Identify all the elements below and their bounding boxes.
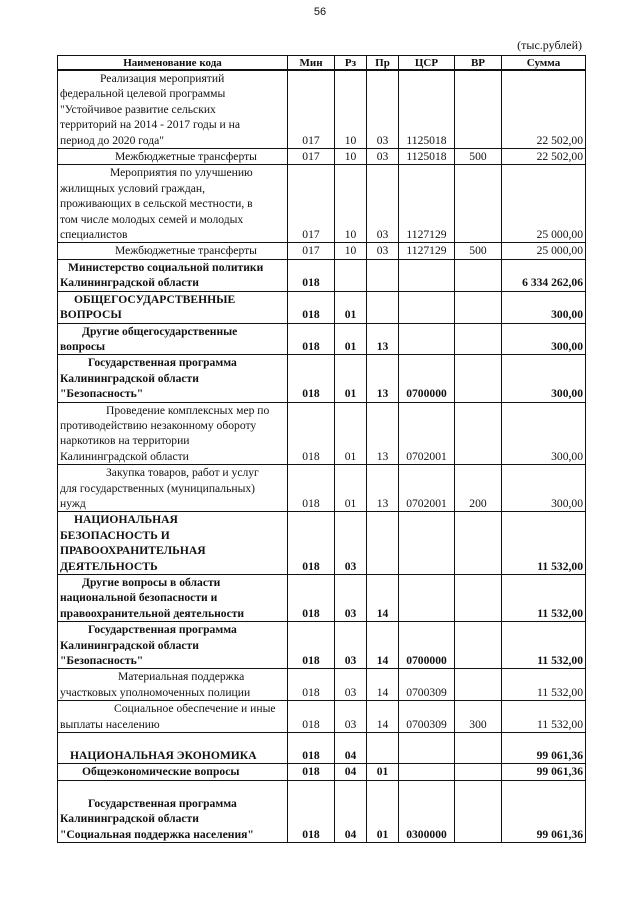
cell-rz: 03 <box>335 575 367 622</box>
row-name-line: национальной безопасности и <box>60 591 218 605</box>
row-name <box>58 355 288 402</box>
cell-csr <box>399 764 455 780</box>
cell-vr <box>455 780 502 842</box>
cell-rz: 10 <box>335 70 367 149</box>
cell-vr <box>455 291 502 323</box>
cell-csr: 0700309 <box>399 669 455 701</box>
cell-pr: 03 <box>367 243 399 259</box>
row-name <box>58 733 288 764</box>
row-name-line: участковых уполномоченных полиции <box>60 685 251 699</box>
cell-pr: 13 <box>367 402 399 465</box>
table-row <box>58 70 586 149</box>
cell-csr <box>399 259 455 291</box>
row-name-line: "Устойчивое развитие сельских <box>60 102 216 116</box>
row-name-line: Социальное обеспечение и иные <box>114 702 276 716</box>
cell-vr <box>455 512 502 575</box>
row-name-line: ОБЩЕГОСУДАРСТВЕННЫЕ <box>74 292 236 306</box>
row-name-line: ДЕЯТЕЛЬНОСТЬ <box>60 559 158 573</box>
row-name-line: противодействию незаконному обороту <box>60 418 257 432</box>
table-row <box>58 323 586 355</box>
cell-rz: 04 <box>335 733 367 764</box>
cell-pr: 13 <box>367 465 399 512</box>
cell-pr <box>367 733 399 764</box>
cell-rz: 04 <box>335 764 367 780</box>
cell-min: 018 <box>288 512 335 575</box>
cell-sum: 300,00 <box>502 323 586 355</box>
cell-sum: 11 532,00 <box>502 512 586 575</box>
row-name <box>58 465 288 512</box>
cell-min: 018 <box>288 733 335 764</box>
cell-sum: 6 334 262,06 <box>502 259 586 291</box>
cell-min: 018 <box>288 291 335 323</box>
row-name-line: федеральной целевой программы <box>60 87 226 101</box>
table-row <box>58 669 586 701</box>
row-name <box>58 780 288 842</box>
row-name <box>58 512 288 575</box>
table-row <box>58 733 586 764</box>
row-name-line: Государственная программа <box>88 796 237 810</box>
cell-csr <box>399 291 455 323</box>
units-label: (тыс.рублей) <box>517 38 582 52</box>
cell-min: 018 <box>288 323 335 355</box>
row-name-line: БЕЗОПАСНОСТЬ И <box>60 528 170 542</box>
row-name-line: Калининградской области <box>60 812 199 826</box>
cell-min: 018 <box>288 622 335 669</box>
row-name-line: Мероприятия по улучшению <box>110 166 253 180</box>
cell-csr <box>399 575 455 622</box>
row-name-line: Калининградской области <box>60 371 199 385</box>
cell-pr: 14 <box>367 701 399 733</box>
cell-rz: 03 <box>335 669 367 701</box>
row-name-line: для государственных (муниципальных) <box>60 481 256 495</box>
cell-sum: 11 532,00 <box>502 701 586 733</box>
row-name-line: Калининградской области <box>60 276 199 290</box>
cell-min: 018 <box>288 701 335 733</box>
cell-pr <box>367 291 399 323</box>
cell-vr <box>455 764 502 780</box>
row-name-line: Государственная программа <box>88 623 237 637</box>
cell-csr: 1127129 <box>399 243 455 259</box>
row-name-line: Министерство социальной политики <box>68 260 264 274</box>
cell-sum: 300,00 <box>502 465 586 512</box>
row-name <box>58 165 288 243</box>
cell-min: 017 <box>288 149 335 165</box>
row-name-line: "Безопасность" <box>60 387 144 401</box>
table-row <box>58 701 586 733</box>
cell-sum: 11 532,00 <box>502 669 586 701</box>
cell-pr: 13 <box>367 355 399 402</box>
row-name <box>58 701 288 733</box>
cell-csr: 0700309 <box>399 701 455 733</box>
row-name <box>58 402 288 465</box>
table-row <box>58 243 586 259</box>
row-name-line: Материальная поддержка <box>118 670 245 684</box>
row-name-line: Государственная программа <box>88 356 237 370</box>
table-row <box>58 259 586 291</box>
cell-csr: 0700000 <box>399 355 455 402</box>
row-name-line: Закупка товаров, работ и услуг <box>106 466 259 480</box>
cell-rz: 01 <box>335 323 367 355</box>
row-name-line: ВОПРОСЫ <box>60 308 122 322</box>
cell-pr: 01 <box>367 780 399 842</box>
row-name-line: Другие вопросы в области <box>82 576 221 589</box>
table-row <box>58 622 586 669</box>
row-name-line: НАЦИОНАЛЬНАЯ <box>74 513 178 527</box>
cell-sum: 22 502,00 <box>502 70 586 149</box>
cell-vr <box>455 259 502 291</box>
cell-min: 018 <box>288 402 335 465</box>
row-name-line: жилищных условий граждан, <box>60 181 205 195</box>
cell-sum: 11 532,00 <box>502 575 586 622</box>
row-name <box>58 149 288 165</box>
cell-min: 017 <box>288 165 335 243</box>
cell-sum: 300,00 <box>502 355 586 402</box>
page-number: 56 <box>313 6 327 18</box>
cell-rz: 01 <box>335 465 367 512</box>
cell-vr <box>455 402 502 465</box>
cell-vr <box>455 733 502 764</box>
cell-min: 018 <box>288 465 335 512</box>
row-name <box>58 291 288 323</box>
cell-pr: 14 <box>367 622 399 669</box>
table-row <box>58 575 586 622</box>
cell-sum: 11 532,00 <box>502 622 586 669</box>
col-header-rz: Рз <box>335 56 367 71</box>
cell-min: 018 <box>288 575 335 622</box>
row-name-line: ПРАВООХРАНИТЕЛЬНАЯ <box>60 544 206 558</box>
cell-rz: 03 <box>335 701 367 733</box>
col-header-min: Мин <box>288 56 335 71</box>
cell-pr: 14 <box>367 669 399 701</box>
cell-sum: 300,00 <box>502 402 586 465</box>
table-row <box>58 355 586 402</box>
row-name-line: Межбюджетные трансферты <box>115 244 257 258</box>
row-name <box>58 323 288 355</box>
cell-sum: 99 061,36 <box>502 733 586 764</box>
table-row <box>58 465 586 512</box>
cell-min: 018 <box>288 355 335 402</box>
cell-csr: 1125018 <box>399 70 455 149</box>
cell-vr <box>455 575 502 622</box>
cell-pr: 03 <box>367 165 399 243</box>
cell-sum: 99 061,36 <box>502 764 586 780</box>
cell-sum: 99 061,36 <box>502 780 586 842</box>
cell-sum: 22 502,00 <box>502 149 586 165</box>
row-name-line: НАЦИОНАЛЬНАЯ ЭКОНОМИКА <box>70 749 257 763</box>
cell-csr: 0702001 <box>399 465 455 512</box>
cell-pr: 13 <box>367 323 399 355</box>
table-row <box>58 291 586 323</box>
cell-rz: 01 <box>335 355 367 402</box>
row-name <box>58 243 288 259</box>
table-header <box>58 56 586 71</box>
cell-csr: 0300000 <box>399 780 455 842</box>
cell-vr: 200 <box>455 465 502 512</box>
row-name <box>58 622 288 669</box>
cell-pr <box>367 259 399 291</box>
cell-vr: 300 <box>455 701 502 733</box>
cell-pr: 01 <box>367 764 399 780</box>
table-row <box>58 165 586 243</box>
col-header-name: Наименование кода <box>58 56 288 71</box>
table-row <box>58 402 586 465</box>
table-row <box>58 764 586 780</box>
cell-rz: 10 <box>335 149 367 165</box>
cell-rz: 01 <box>335 402 367 465</box>
col-header-pr: Пр <box>367 56 399 71</box>
cell-min: 018 <box>288 780 335 842</box>
row-name-line: проживающих в сельской местности, в <box>60 197 253 211</box>
row-name <box>58 764 288 780</box>
row-name-line: территорий на 2014 - 2017 годы и на <box>60 118 240 132</box>
cell-csr: 1127129 <box>399 165 455 243</box>
cell-csr <box>399 512 455 575</box>
cell-min: 018 <box>288 669 335 701</box>
row-name <box>58 259 288 291</box>
row-name-line: Другие общегосударственные <box>82 324 238 338</box>
cell-vr <box>455 355 502 402</box>
row-name-line: "Безопасность" <box>60 654 144 668</box>
cell-vr: 500 <box>455 149 502 165</box>
col-header-sum: Сумма <box>502 56 586 71</box>
row-name-line: Калининградской области <box>60 449 189 463</box>
cell-csr <box>399 733 455 764</box>
col-header-vr: ВР <box>455 56 502 71</box>
cell-vr <box>455 323 502 355</box>
cell-pr <box>367 512 399 575</box>
row-name-line: Проведение комплексных мер по <box>106 403 270 417</box>
cell-min: 017 <box>288 70 335 149</box>
table-row <box>58 780 586 842</box>
row-name <box>58 669 288 701</box>
cell-csr: 0702001 <box>399 402 455 465</box>
row-name-line: Реализация мероприятий <box>100 72 225 85</box>
row-name-line: нужд <box>60 496 86 510</box>
cell-pr: 14 <box>367 575 399 622</box>
row-name-line: правоохранительной деятельности <box>60 606 245 620</box>
row-name-line: выплаты населению <box>60 717 160 731</box>
table-row <box>58 512 586 575</box>
cell-rz <box>335 259 367 291</box>
cell-vr <box>455 669 502 701</box>
cell-rz: 03 <box>335 622 367 669</box>
cell-csr <box>399 323 455 355</box>
cell-min: 018 <box>288 259 335 291</box>
row-name-line: том числе молодых семей и молодых <box>60 212 244 226</box>
cell-vr <box>455 622 502 669</box>
row-name-line: вопросы <box>60 339 106 353</box>
row-name <box>58 70 288 149</box>
row-name-line: "Социальная поддержка населения" <box>60 827 254 841</box>
cell-min: 017 <box>288 243 335 259</box>
cell-csr: 0700000 <box>399 622 455 669</box>
cell-csr: 1125018 <box>399 149 455 165</box>
cell-vr <box>455 165 502 243</box>
cell-pr: 03 <box>367 149 399 165</box>
cell-rz: 10 <box>335 243 367 259</box>
cell-rz: 04 <box>335 780 367 842</box>
cell-sum: 25 000,00 <box>502 165 586 243</box>
row-name-line: Общеэкономические вопросы <box>82 765 240 779</box>
cell-sum: 300,00 <box>502 291 586 323</box>
cell-sum: 25 000,00 <box>502 243 586 259</box>
cell-rz: 03 <box>335 512 367 575</box>
cell-vr <box>455 70 502 149</box>
col-header-csr: ЦСР <box>399 56 455 71</box>
table-row <box>58 149 586 165</box>
cell-vr: 500 <box>455 243 502 259</box>
row-name-line: Калининградской области <box>60 638 199 652</box>
cell-rz: 10 <box>335 165 367 243</box>
row-name-line: период до 2020 года" <box>60 133 164 147</box>
row-name-line: наркотиков на территории <box>60 434 190 448</box>
row-name-line: Межбюджетные трансферты <box>115 150 257 164</box>
cell-pr: 03 <box>367 70 399 149</box>
cell-min: 018 <box>288 764 335 780</box>
row-name-line: специалистов <box>60 228 128 242</box>
budget-table <box>57 55 586 843</box>
cell-rz: 01 <box>335 291 367 323</box>
row-name <box>58 575 288 622</box>
